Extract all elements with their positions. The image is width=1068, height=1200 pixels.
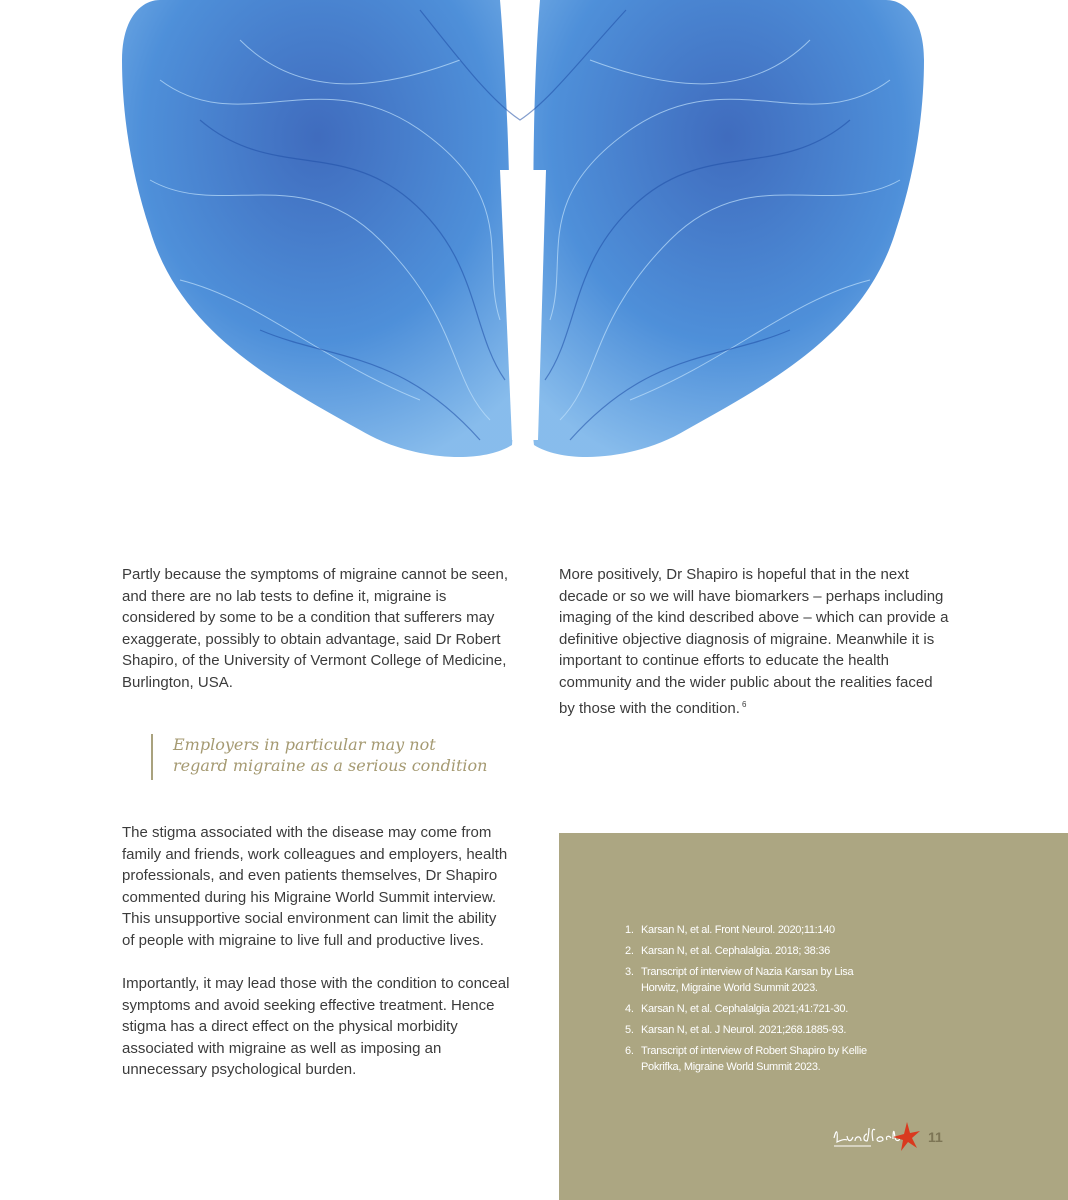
page-number: 11 [928,1129,943,1145]
reference-text: Karsan N, et al. Cephalalgia 2021;41:721-30. [641,1003,848,1015]
paragraph-biomarkers-text: More positively, Dr Shapiro is hopeful that in the next decade or so we will have biomarkers – perhaps including imaging of the kind described above – which can provide a definitive objective diagnosis of migraine. Meanwhile it is important to continue efforts to educate the health community and the wider public about the realities faced by those with the condition. [559,566,949,717]
reference-text: Transcript of interview of Robert Shapiro by Kellie Pokrifka, Migraine World Summit 2023. [641,1045,867,1073]
paragraph-stigma-consequences: Importantly, it may lead those with the condition to conceal symptoms and avoid seeking effective treatment. Hence stigma has a direct effect on the physical morbidity associated with migraine as well as imposing an unnecessary psychological burden. [122,975,510,1079]
reference-text: Karsan N, et al. J Neurol. 2021;268.1885-93. [641,1024,847,1036]
reference-number: 4. [625,1003,634,1015]
reference-number: 6. [625,1045,634,1057]
reference-number: 5. [625,1024,634,1036]
reference-item [625,1043,885,1075]
reference-text: Transcript of interview of Nazia Karsan by Lisa Horwitz, Migraine World Summit 2023. [641,966,854,994]
reference-item [625,964,885,996]
pull-quote-line-1: Employers in particular may not [173,735,436,754]
reference-text: Karsan N, et al. Cephalalgia. 2018; 38:36 [641,945,830,957]
brain-vessels-illustration [120,0,926,462]
reference-number: 2. [625,945,634,957]
reference-item [625,1022,885,1038]
paragraph-biomarkers-outlook [559,564,949,719]
reference-text: Karsan N, et al. Front Neurol. 2020;11:140 [641,924,835,936]
reference-item [625,1001,885,1017]
reference-item [625,922,885,938]
pull-quote [151,734,503,780]
pull-quote-line-2: regard migraine as a serious condition [173,756,488,775]
paragraph-migraine-stigma-intro: Partly because the symptoms of migraine cannot be seen, and there are no lab tests to define it, migraine is considered by some to be a condition that sufferers may exaggerate, possibly to obtain advantage, said Dr Robert Shapiro, of the University of Vermont College of Medicine, Burlington, USA. [122,566,509,691]
reference-number: 1. [625,924,634,936]
reference-superscript: 6 [741,699,747,709]
references-list [625,922,885,1080]
paragraph-stigma-sources: The stigma associated with the disease may come from family and friends, work colleagues and employers, health professionals, and even patients themselves, Dr Shapiro commented during his Migraine World Summit interview. This unsupportive social environment can limit the ability of people with migraine to live full and productive lives. [122,824,508,949]
references-panel [559,833,1068,1200]
reference-item [625,943,885,959]
reference-number: 3. [625,966,634,978]
